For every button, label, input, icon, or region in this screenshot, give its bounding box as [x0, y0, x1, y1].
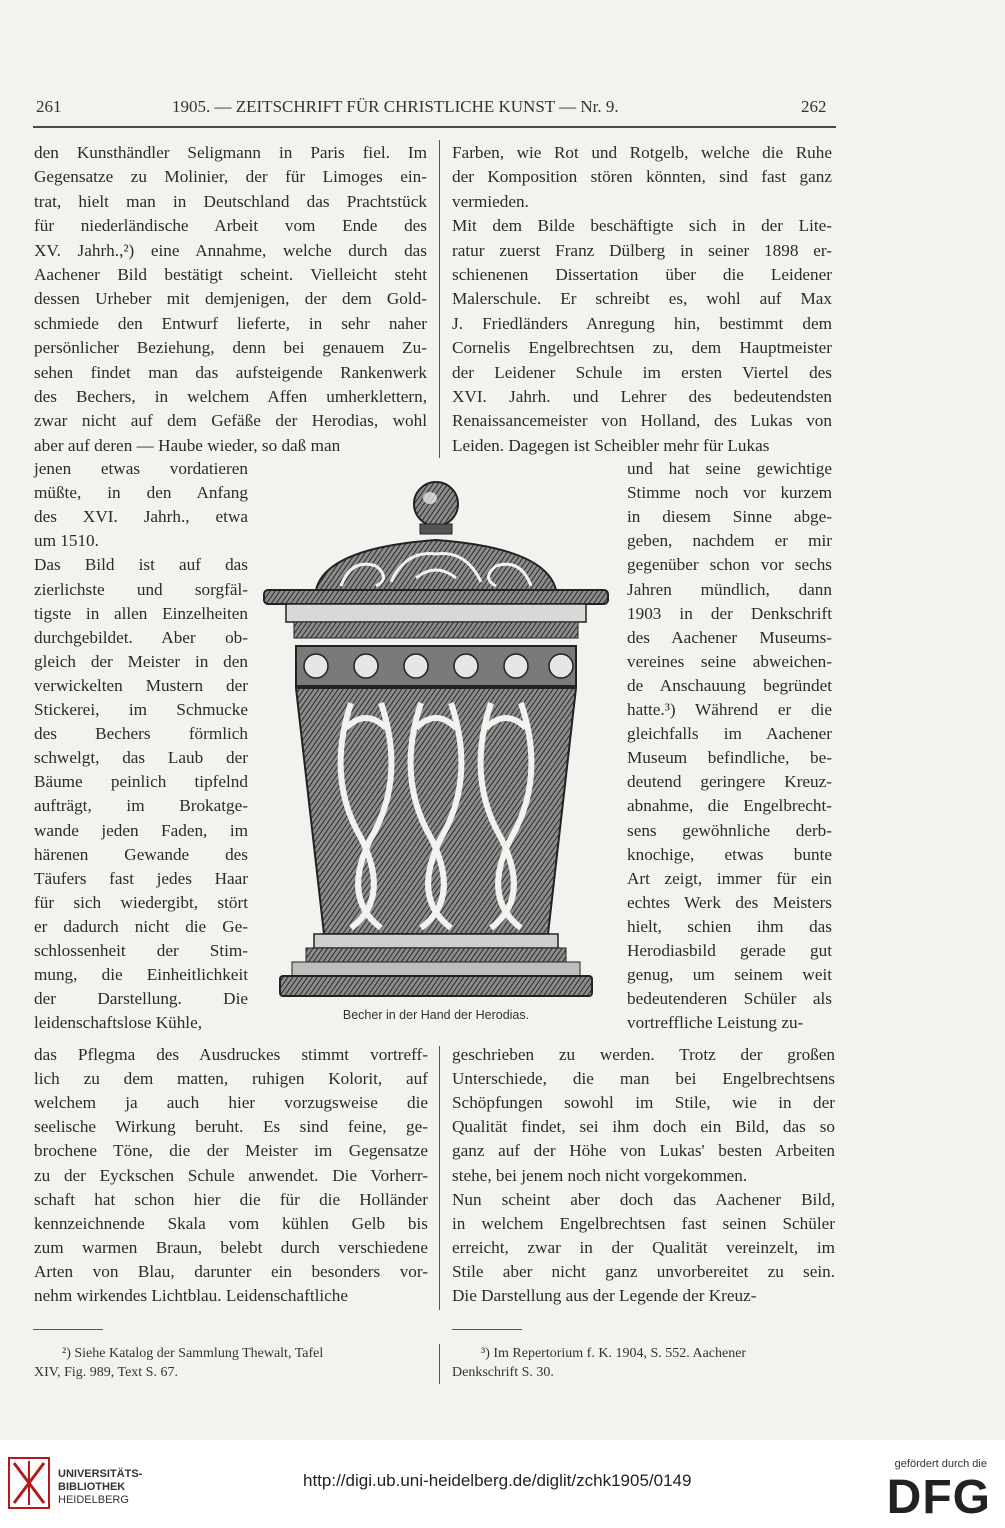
text-line: Stimme noch vor kurzem — [627, 483, 832, 503]
text-line: in welchem Engelbrechtsen fast seinen Schüler — [452, 1213, 835, 1233]
text-line: deutend geringere Kreuz- — [627, 772, 832, 792]
text-line: wande jeden Faden, im — [34, 820, 248, 840]
text-line: schlossenheit der Stim- — [34, 941, 248, 960]
text-line: den Kunsthändler Seligmann in Paris fiel. Im — [34, 143, 427, 162]
funding-note: gefördert durch die — [894, 1458, 987, 1470]
text-line: um 1510. — [34, 531, 99, 551]
footnote-divider — [439, 1344, 440, 1384]
text-line: dessen Urheber mit demjenigen, der dem Gold- — [34, 289, 427, 309]
right-column-bottom — [452, 1045, 835, 1315]
text-line: genug, um seinem weit — [627, 965, 832, 985]
text-line: des Bechers, in welchem Affen umherklettern, — [34, 387, 427, 406]
text-line: schwelgt, das Laub der — [34, 748, 248, 768]
text-line: sens gewöhnliche derb- — [627, 820, 832, 840]
text-line: tigste in allen Einzelheiten — [34, 603, 248, 623]
column-divider-top — [439, 140, 440, 458]
footnote-3-line2: Denkschrift S. 30. — [452, 1365, 554, 1380]
column-divider-bottom — [439, 1046, 440, 1310]
footnote-rule-right — [452, 1329, 522, 1330]
text-line: zierlichste und sorgfäl- — [34, 579, 248, 599]
text-line: brochene Töne, die der Meister im Gegensatze — [34, 1141, 428, 1161]
text-line: des Bechers förmlich — [34, 724, 248, 744]
figure-caption: Becher in der Hand der Herodias. — [342, 1008, 530, 1022]
header-rule — [33, 126, 836, 128]
text-line: Arten von Blau, darunter ein besonders vor- — [34, 1261, 428, 1281]
page-number-left: 261 — [36, 97, 62, 116]
footnote-2-line2: XIV, Fig. 989, Text S. 67. — [34, 1365, 178, 1380]
library-name-line3: HEIDELBERG — [58, 1494, 129, 1506]
text-line: bedeutenderen Schüler als — [627, 989, 832, 1009]
university-library-logo-icon — [8, 1457, 50, 1509]
text-line: ganz auf der Höhe von Lukas' besten Arbeiten — [452, 1141, 835, 1161]
page-number-right: 262 — [801, 97, 827, 116]
left-column-bottom — [34, 1045, 428, 1315]
text-line: seelische Wirkung beruht. Es sind feine, ge- — [34, 1117, 428, 1137]
text-line: Täufers fast jedes Haar — [34, 868, 248, 888]
text-line: gegenüber schon vor sechs — [627, 555, 832, 575]
text-line: in diesem Sinne abge- — [627, 507, 832, 527]
text-line: J. Friedländers Anregung hin, bestimmt dem — [452, 313, 832, 333]
text-line: Farben, wie Rot und Rotgelb, welche die Ruhe — [452, 143, 832, 162]
text-line: Mit dem Bilde beschäftigte sich in der Lite- — [452, 216, 832, 236]
text-line: Museum befindliche, be- — [627, 748, 832, 768]
text-line: der Darstellung. Die — [34, 989, 248, 1009]
text-line: schienenen Dissertation über die Leidener — [452, 265, 832, 284]
footnote-2-line1: ²) Siehe Katalog der Sammlung Thewalt, Tafel — [62, 1346, 324, 1361]
text-line: lich zu dem matten, ruhigen Kolorit, auf — [34, 1069, 428, 1089]
text-line: Aachener Bild bestätigt scheint. Vielleicht steht — [34, 265, 427, 284]
text-line: 1903 in der Denkschrift — [627, 603, 832, 623]
text-line: Malerschule. Er schreibt es, wohl auf Max — [452, 289, 832, 309]
right-column-narrow — [627, 459, 832, 1051]
text-line: des Aachener Museums- — [627, 627, 832, 647]
left-column-narrow — [34, 459, 248, 1051]
text-line: Renaissancemeister von Holland, des Lukas von — [452, 411, 832, 431]
text-line: für niederländische Arbeit vom Ende des — [34, 216, 427, 236]
right-column-top — [452, 143, 832, 463]
text-line: welchem ja auch hier vorzugsweise die — [34, 1093, 428, 1113]
text-line: zu der Eyckschen Schule anwendet. Die Vorherr- — [34, 1165, 428, 1185]
text-line: der Komposition stören könnten, sind fast ganz — [452, 167, 832, 187]
text-line: jenen etwas vordatieren — [34, 459, 248, 478]
left-column-top — [34, 143, 427, 463]
text-line: er dadurch nicht die Ge- — [34, 916, 248, 936]
text-line: geben, nachdem er mir — [627, 531, 832, 551]
text-line: verwickelten Mustern der — [34, 675, 248, 695]
text-line: XVI. Jahrh. und Lehrer des bedeutendsten — [452, 387, 832, 406]
text-line: vermieden. — [452, 191, 529, 211]
text-line: abnahme, die Engelbrecht- — [627, 796, 832, 816]
text-line: aber auf deren — Haube wieder, so daß man — [34, 435, 341, 455]
text-line: Nun scheint aber doch das Aachener Bild, — [452, 1189, 835, 1209]
text-line: sehen findet man das aufsteigende Rankenwerk — [34, 362, 427, 382]
text-line: Die Darstellung aus der Legende der Kreuz- — [452, 1286, 757, 1305]
text-line: zwar nicht auf dem Gefäße der Herodias, wohl — [34, 411, 427, 431]
text-line: Cornelis Engelbrechtsen zu, dem Hauptmeister — [452, 338, 832, 358]
text-line: vortreffliche Leistung zu- — [627, 1013, 804, 1033]
running-title: 1905. — ZEITSCHRIFT FÜR CHRISTLICHE KUNST — Nr. 9. — [172, 97, 619, 116]
text-line: hatte.³) Während er die — [627, 700, 832, 719]
text-line: leidenschaftslose Kühle, — [34, 1013, 203, 1033]
text-line: für sich wiedergibt, stört — [34, 892, 248, 912]
text-line: Das Bild ist auf das — [34, 555, 248, 575]
text-line: Leiden. Dagegen ist Scheibler mehr für Lukas — [452, 435, 770, 455]
footnote-rule-left — [33, 1329, 103, 1330]
text-line: Herodiasbild gerade gut — [627, 941, 832, 960]
text-line: erreicht, zwar in der Qualität vereinzelt, im — [452, 1237, 835, 1257]
text-line: knochige, etwas bunte — [627, 844, 832, 864]
text-line: persönlicher Beziehung, denn bei genauem Zu- — [34, 338, 427, 358]
text-line: härenen Gewande des — [34, 844, 248, 864]
text-line: Art zeigt, immer für ein — [627, 868, 832, 888]
text-line: zum warmen Braun, belebt durch verschiedene — [34, 1237, 428, 1257]
text-line: gleich der Meister in den — [34, 651, 248, 671]
text-line: mung, die Einheitlichkeit — [34, 965, 248, 985]
text-line: durchgebildet. Aber ob- — [34, 627, 248, 647]
text-line: das Pflegma des Ausdruckes stimmt vortreff- — [34, 1045, 428, 1064]
text-line: stehe, bei jenem noch nicht vorgekommen. — [452, 1165, 748, 1185]
text-line: Qualität findet, sei ihm doch ein Bild, das so — [452, 1117, 835, 1137]
footnote-3-line1: ³) Im Repertorium f. K. 1904, S. 552. Aachener — [481, 1346, 747, 1361]
text-line: Gegensatze zu Molinier, der für Limoges ein- — [34, 167, 427, 187]
text-line: Stickerei, im Schmucke — [34, 700, 248, 719]
dfg-logo: DFG — [886, 1471, 991, 1524]
text-line: vereines seine abweichen- — [627, 651, 832, 671]
text-line: aufträgt, im Brokatge- — [34, 796, 248, 816]
text-line: schaft hat schon hier die für die Holländer — [34, 1189, 428, 1209]
text-line: schmiede den Entwurf lieferte, in sehr naher — [34, 313, 427, 333]
text-line: der Leidener Schule im ersten Viertel des — [452, 362, 832, 382]
source-url-link[interactable]: http://digi.ub.uni-heidelberg.de/diglit/zchk1905/0149 — [303, 1471, 692, 1490]
text-line: müßte, in den Anfang — [34, 483, 248, 503]
text-line: de Anschauung begründet — [627, 675, 832, 695]
covered-goblet-illustration — [256, 478, 616, 1006]
text-line: ratur zuerst Franz Dülberg in seiner 1898 er- — [452, 240, 832, 260]
library-name-line1: UNIVERSITÄTS- — [58, 1468, 143, 1480]
text-line: gleichfalls im Aachener — [627, 724, 832, 744]
text-line: Bäume peinlich tipfelnd — [34, 772, 248, 792]
text-line: Jahren mündlich, dann — [627, 579, 832, 599]
text-line: geschrieben zu werden. Trotz der großen — [452, 1045, 835, 1064]
text-line: und hat seine gewichtige — [627, 459, 832, 478]
library-name-line2: BIBLIOTHEK — [58, 1481, 126, 1493]
text-line: Unterschiede, die man bei Engelbrechtsens — [452, 1069, 835, 1089]
text-line: XV. Jahrh.,²) eine Annahme, welche durch das — [34, 240, 427, 260]
text-line: echtes Werk des Meisters — [627, 892, 832, 912]
text-line: trat, hielt man in Deutschland das Prachtstück — [34, 191, 427, 211]
text-line: des XVI. Jahrh., etwa — [34, 507, 248, 527]
text-line: nehm wirkendes Lichtblau. Leidenschaftliche — [34, 1286, 349, 1305]
text-line: Schöpfungen sowohl im Stile, wie in der — [452, 1093, 835, 1113]
text-line: Stile aber nicht ganz unvorbereitet zu sein. — [452, 1261, 835, 1281]
text-line: hielt, schien ihm das — [627, 916, 832, 936]
text-line: kennzeichnende Skala vom kühlen Gelb bis — [34, 1213, 428, 1233]
